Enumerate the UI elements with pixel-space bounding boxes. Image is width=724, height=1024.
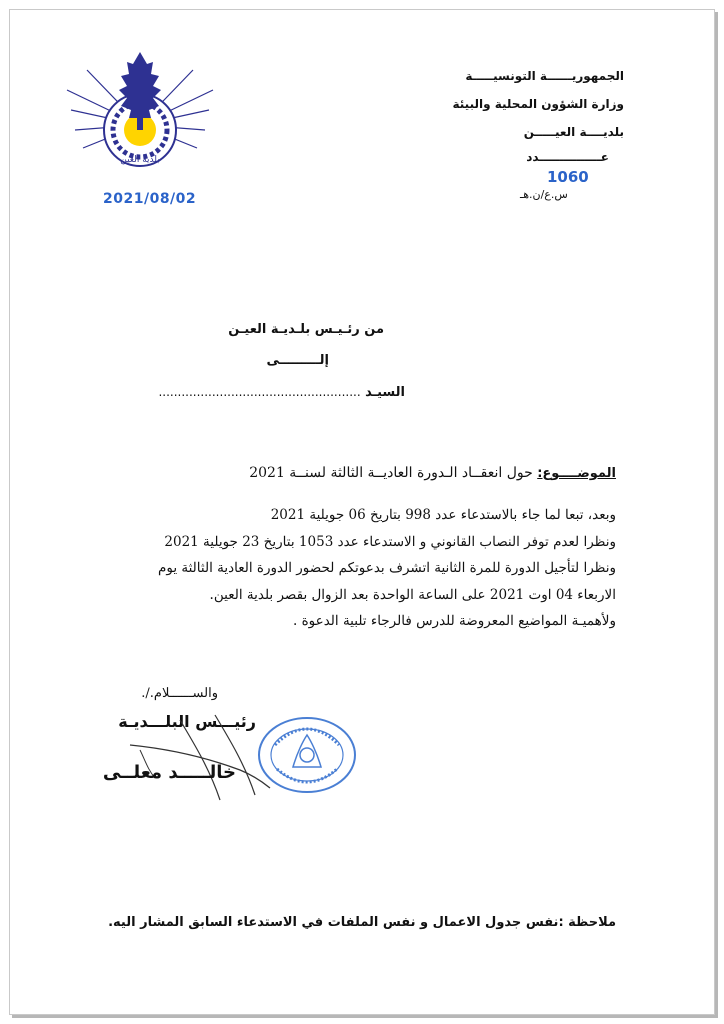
subject-line	[249, 465, 616, 481]
subject-text: حول انعقــاد الـدورة العاديــة الثالثة لسنــة 2021	[249, 465, 533, 481]
signatory-title: رئيـــس البلـــديـة	[118, 712, 256, 731]
number-label: عـــــــــــــــدد	[526, 150, 609, 164]
to-line: إلـــــــــى	[266, 353, 329, 368]
letter-body	[96, 502, 616, 635]
document-number: 1060	[547, 168, 589, 186]
republic-line: الجمهوريــــــة التونسيـــــة	[465, 69, 624, 83]
municipality-logo	[65, 50, 215, 180]
closing-greeting: والســــــلام./.	[141, 686, 218, 701]
body-line: ولأهميـة المواضيع المعروضة للدرس فالرجاء تلبية الدعوة .	[293, 613, 616, 629]
letterhead	[364, 62, 624, 146]
from-line: من رئـيـس بلـديـة العيـن	[228, 322, 384, 337]
document-date: 2021/08/02	[103, 191, 197, 207]
document-reference: س.ع/ن.هـ	[520, 188, 568, 201]
body-line: ونظرا لعدم توفر النصاب القانوني و الاستدعاء عدد 1053 بتاريخ 23 جويلية 2021	[164, 533, 616, 550]
municipality-line: بلديــــة العيـــــن	[523, 125, 624, 139]
recipient-label: السيـد	[365, 385, 405, 400]
body-line: ونظرا لتأجيل الدورة للمرة الثانية اتشرف بدعوتكم لحضور الدورة العادية الثالثة يوم	[157, 560, 616, 576]
logo-text: بلدية العين	[120, 155, 160, 165]
recipient-blank: .....................................................	[158, 385, 361, 399]
document-page	[9, 9, 715, 1015]
body-line: وبعد، تبعا لما جاء بالاستدعاء عدد 998 بتاريخ 06 جويلية 2021	[270, 507, 616, 523]
ministry-line: وزارة الشؤون المحلية والبيئة	[452, 97, 624, 111]
signatory-name: خالـــــد معلــى	[102, 762, 236, 783]
body-line: الاربعاء 04 اوت 2021 على الساعة الواحدة بعد الزوال بقصر بلدية العين.	[209, 586, 616, 603]
subject-label: الموضــــوع:	[537, 466, 616, 481]
official-stamp	[255, 715, 359, 795]
footnote: ملاحظة :نفس جدول الاعمال و نفس الملفات في الاستدعاء السابق المشار اليه.	[108, 915, 616, 930]
recipient-line	[158, 385, 405, 400]
